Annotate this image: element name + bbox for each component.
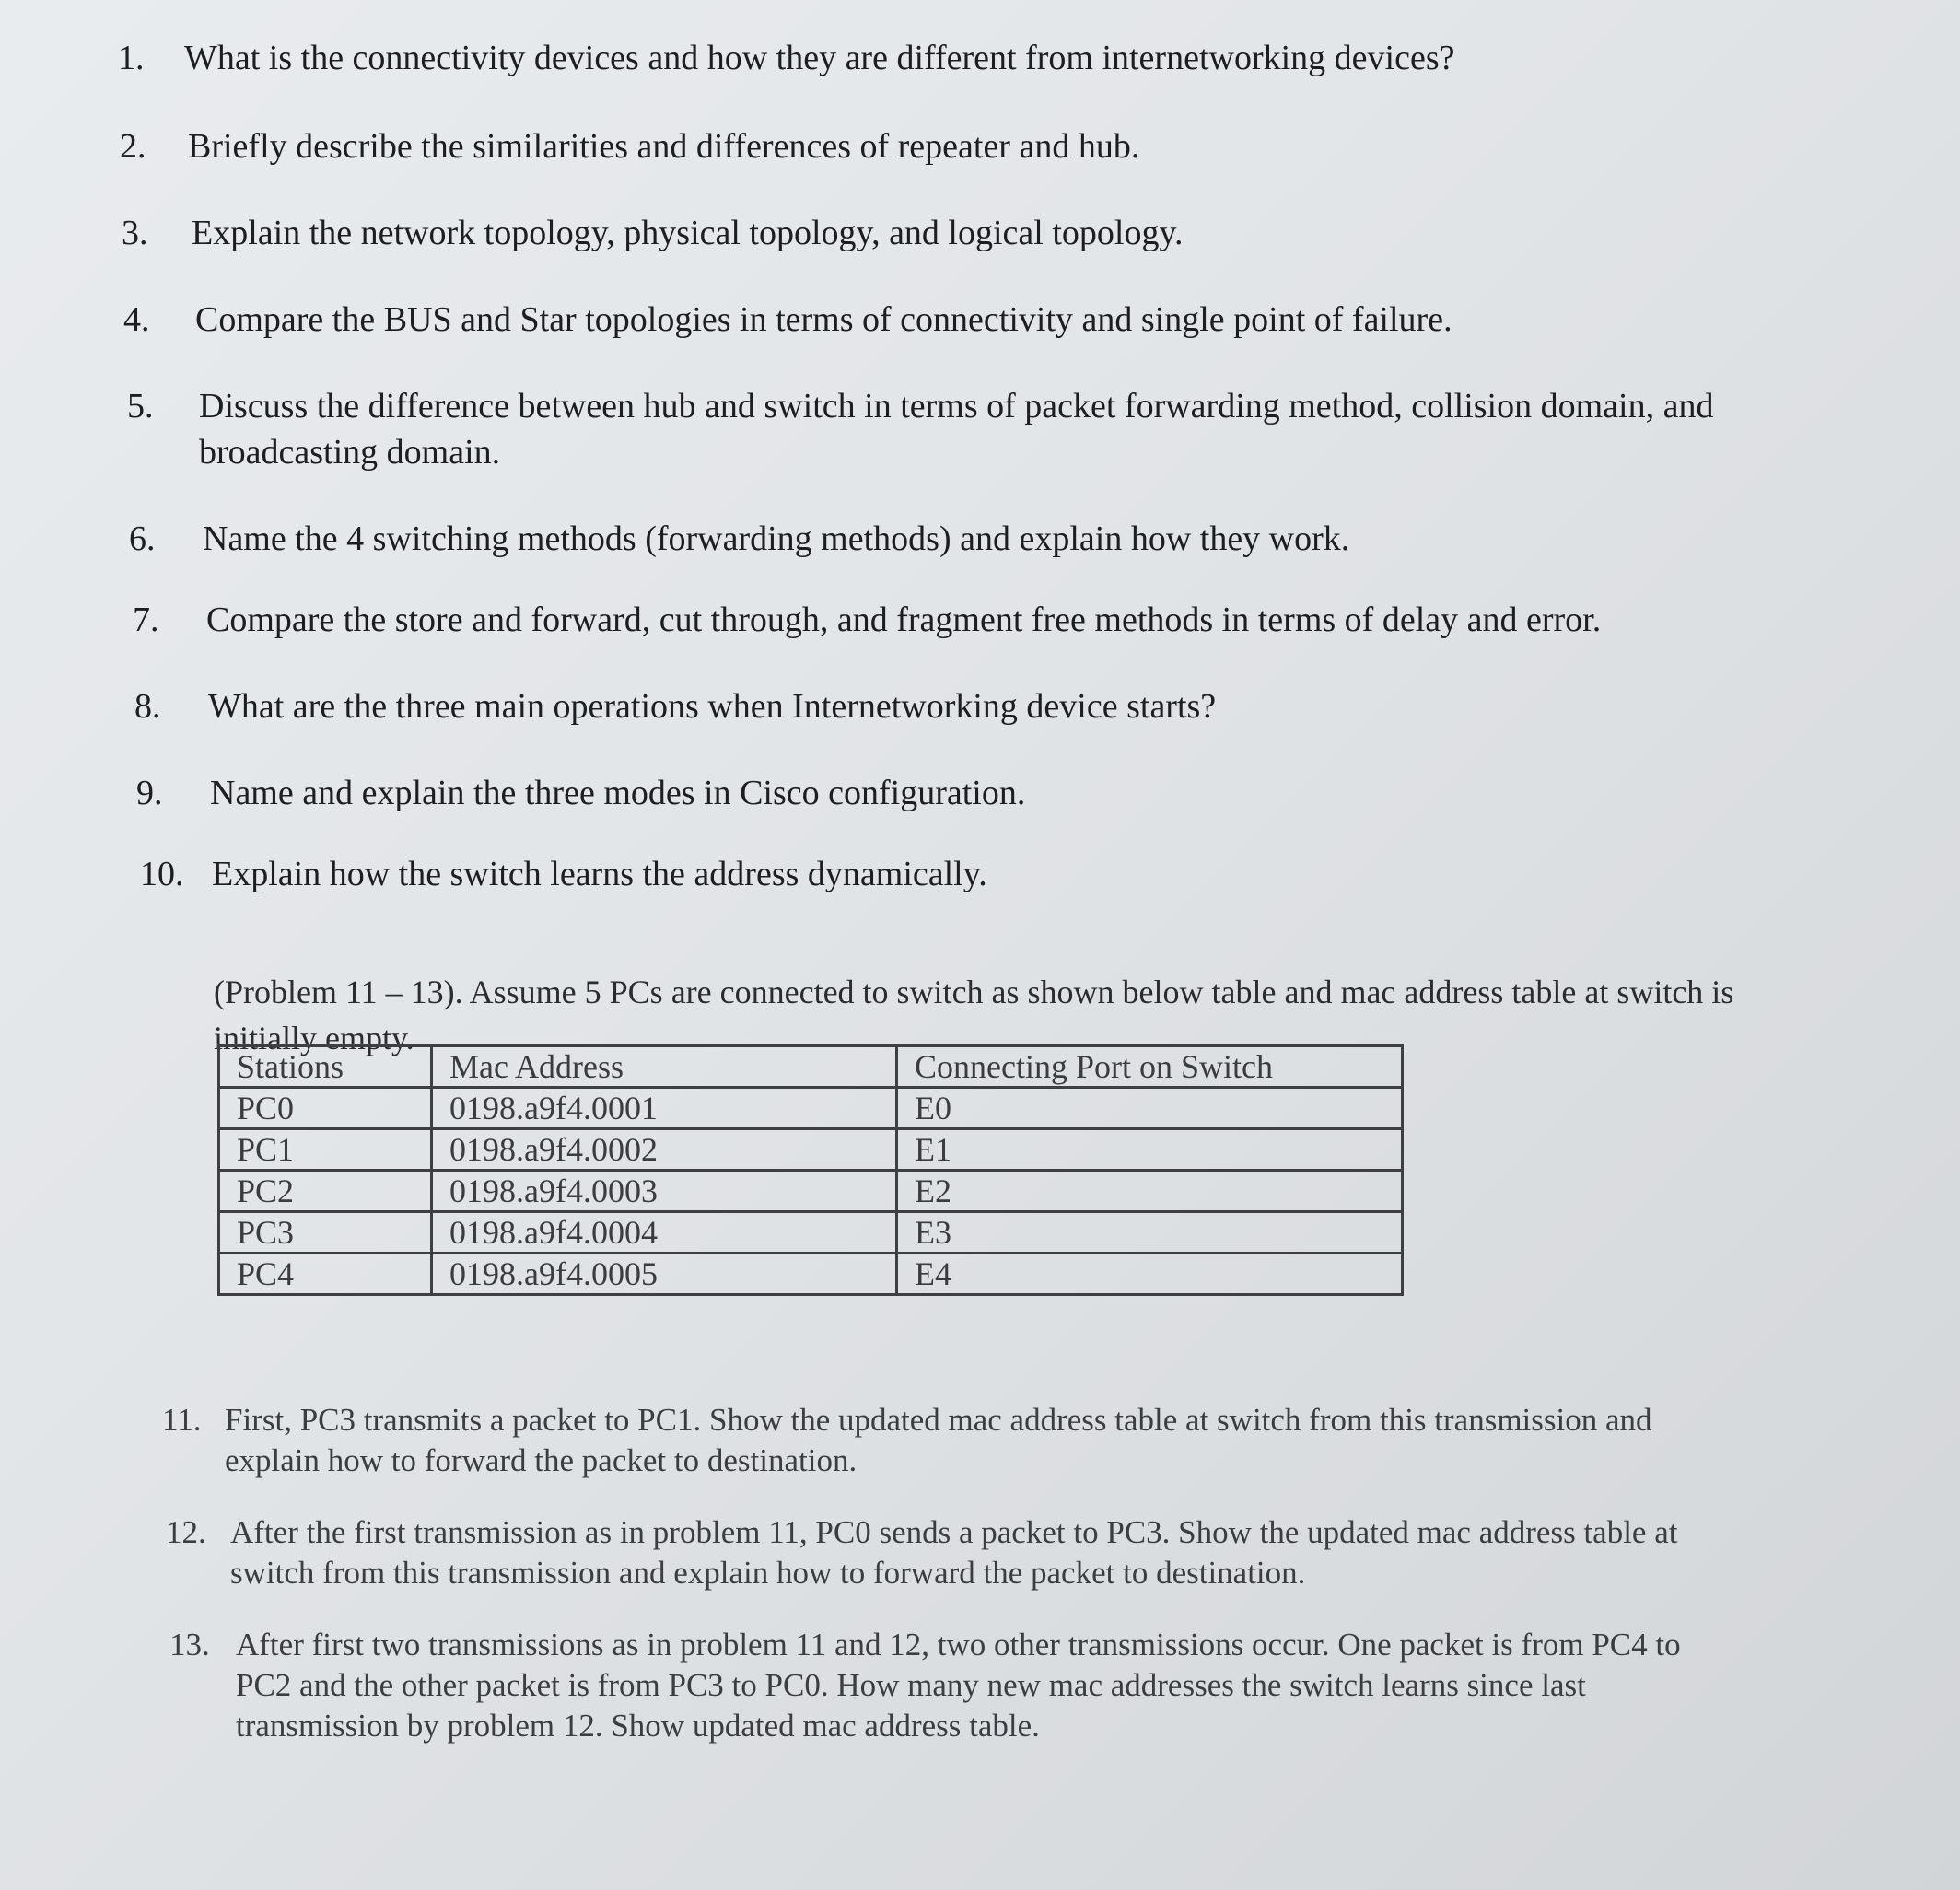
port-cell: E2 xyxy=(897,1171,1403,1212)
port-cell: E3 xyxy=(897,1212,1403,1254)
mac-address-table xyxy=(217,1044,1404,1296)
problem-text: After the first transmission as in problem 11, PC0 sends a packet to PC3. Show the updated mac address table at switch from this transmission and explain how to forward the packet to destination. xyxy=(230,1514,1678,1591)
question-text: Discuss the difference between hub and switch in terms of packet forwarding method, collision domain, and broadcasting domain. xyxy=(199,387,1714,472)
station-cell: PC3 xyxy=(219,1212,432,1254)
mac-cell: 0198.a9f4.0002 xyxy=(432,1129,897,1171)
header-mac-address: Mac Address xyxy=(432,1046,897,1088)
question-number: 10. xyxy=(140,855,184,893)
question-number: 7. xyxy=(133,601,159,639)
question-number: 9. xyxy=(136,774,163,812)
question-text: Name and explain the three modes in Cisco configuration. xyxy=(210,774,1026,812)
header-port: Connecting Port on Switch xyxy=(897,1046,1403,1088)
table-row xyxy=(219,1171,1403,1212)
mac-cell: 0198.a9f4.0003 xyxy=(432,1171,897,1212)
header-stations: Stations xyxy=(219,1046,432,1088)
question-text: What is the connectivity devices and how they are different from internetworking devices? xyxy=(184,39,1455,77)
mac-cell: 0198.a9f4.0001 xyxy=(432,1088,897,1129)
question-text: What are the three main operations when Internetworking device starts? xyxy=(208,687,1217,726)
table-row xyxy=(219,1088,1403,1129)
station-cell: PC0 xyxy=(219,1088,432,1129)
table-row xyxy=(219,1254,1403,1295)
question-number: 8. xyxy=(134,687,161,726)
question-text: Explain how the switch learns the address dynamically. xyxy=(212,855,987,893)
mac-cell: 0198.a9f4.0005 xyxy=(432,1254,897,1295)
question-number: 1. xyxy=(118,39,145,77)
problem-number: 12. xyxy=(166,1514,206,1550)
problem-text: First, PC3 transmits a packet to PC1. Show the updated mac address table at switch from this transmission and explain how to forward the packet to destination. xyxy=(225,1402,1652,1478)
question-text: Compare the BUS and Star topologies in terms of connectivity and single point of failure. xyxy=(195,300,1452,339)
station-cell: PC2 xyxy=(219,1171,432,1212)
question-text: Explain the network topology, physical topology, and logical topology. xyxy=(192,214,1184,252)
table-row xyxy=(219,1212,1403,1254)
port-cell: E4 xyxy=(897,1254,1403,1295)
problem-number: 11. xyxy=(162,1402,202,1438)
question-text: Briefly describe the similarities and differences of repeater and hub. xyxy=(188,127,1140,166)
port-cell: E0 xyxy=(897,1088,1403,1129)
problem-text: After first two transmissions as in problem 11 and 12, two other transmissions occur. One packet is from PC4 to PC2 and the other packet is from PC3 to PC0. How many new mac addresses the switch learns since last transmission by problem 12. Show updated mac address table. xyxy=(236,1627,1681,1744)
question-text: Name the 4 switching methods (forwarding methods) and explain how they work. xyxy=(203,519,1350,558)
question-number: 3. xyxy=(122,214,148,252)
mac-cell: 0198.a9f4.0004 xyxy=(432,1212,897,1254)
station-cell: PC4 xyxy=(219,1254,432,1295)
table-header-row xyxy=(219,1046,1403,1088)
question-number: 4. xyxy=(123,300,150,339)
station-cell: PC1 xyxy=(219,1129,432,1171)
port-cell: E1 xyxy=(897,1129,1403,1171)
question-number: 5. xyxy=(127,387,154,426)
problem-intro: (Problem 11 – 13). Assume 5 PCs are connected to switch as shown below table and mac address table at switch is initially empty. xyxy=(214,974,1734,1056)
table-row xyxy=(219,1129,1403,1171)
problem-number: 13. xyxy=(169,1627,210,1662)
question-number: 2. xyxy=(120,127,146,166)
question-text: Compare the store and forward, cut through, and fragment free methods in terms of delay and error. xyxy=(206,601,1602,639)
question-number: 6. xyxy=(129,519,156,558)
